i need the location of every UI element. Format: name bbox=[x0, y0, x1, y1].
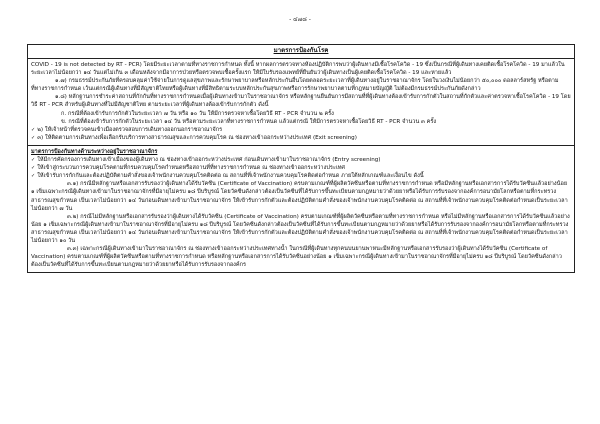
measures-table bbox=[27, 44, 575, 273]
section2-heading: มาตรการป้องกันทางด้านระหว่างอยู่ในราชอาณาจักร bbox=[31, 148, 158, 155]
section2-line-3: ✓ ให้เข้ารับการกักกันและต้องปฏิบัติตามคำสั่งของเจ้าพนักงานควบคุมโรคติดต่อ ณ สถานที่ที่เจ้าพนักงานควบคุมโรคติดต่อกำหนด ภายใต้หลักเกณฑ์และเงื่อนไข ดังนี้ bbox=[31, 172, 571, 180]
section1-subitem-a: ก. กรณีที่ต้องเข้ารับการกักตัวในระยะเวลา ๗ วัน หรือ ๑๐ วัน ให้มีการตรวจหาเชื้อโดยวิธี RT - PCR จำนวน ๒ ครั้ง bbox=[61, 110, 334, 117]
section2-body bbox=[28, 146, 574, 272]
section2-line-2: ✓ ให้เข้าสู่กระบวนการควบคุมโรคตามที่กรมควบคุมโรคกำหนดหรือสถานที่ที่ทางราชการกำหนด ณ ช่องทางเข้าออกระหว่างประเทศ bbox=[31, 164, 571, 172]
section1-subitem-b: ข. กรณีที่ต้องเข้ารับการกักตัวในระยะเวลา ๑๔ วัน หรือตามระยะเวลาที่ทางราชการกำหนด แล้วแต่กรณี ให้มีการตรวจหาเชื้อโดยวิธี RT - PCR จำนวน ๓ ครั้ง bbox=[61, 118, 437, 125]
section1-heading: มาตรการป้องกันโรค bbox=[273, 47, 329, 55]
section2-item-3-3: ๓.๓) เฉพาะกรณีผู้เดินทางเข้ามาในราชอาณาจักร ณ ช่องทางเข้าออกระหว่างประเทศทางน้ำ ในกรณีที่ผู้เดินทางทุกคนบนยานพาหนะมีหลักฐานหรือเอกสารรับรองว่าผู้เดินทางได้รับวัคซีน (Certificate of Vaccination) ครบตามเกณฑ์ที่ผู้ผลิตวัคซีนหรือตามที่ทางราชการกำหนด หรือหลักฐานหรือเอกสารการได้รับวัคซีนอย่างน้อย ๑ เข็มเฉพาะกรณีผู้เดินทางเข้ามาในราชอาณาจักรที่มีอายุไม่ครบ ๑๘ ปีบริบูรณ์ โดยวัคซีนดังกล่าวต้องเป็นวัคซีนที่ได้รับการขึ้นทะเบียนตามกฎหมายว่าด้วยยาหรือได้รับการรับรองจากองค์กร bbox=[31, 246, 562, 269]
section1-item-1-7: ๑.๗) กรมธรรม์ประกันภัยที่ครอบคลุมค่าใช้จ่ายในการดูแลสุขภาพและรักษาพยาบาลหรือหลักประกันอื่นโดยตลอดระยะเวลาที่ผู้เดินทางอยู่ในราชอาณาจักร โดยในวงเงินไม่น้อยกว่า ๕๐,๐๐๐ ดอลลาร์สหรัฐ หรือตามที่ทางราชการกำหนด เว้นแต่กรณีผู้เดินทางที่มีสัญชาติไทยหรือผู้เดินทางที่มีสิทธิตามระบบหลักประกันสุขภาพหรือการรักษาพยาบาลตามที่กฎหมายบัญญัติ ไม่ต้องมีกรมธรรม์ประกันภัยดังกล่าว bbox=[31, 78, 559, 93]
section1-heading-row bbox=[28, 45, 574, 59]
section2-item-3-2: ๓.๒) กรณีไม่มีหลักฐานหรือเอกสารรับรองว่าผู้เดินทางได้รับวัคซีน (Certificate of Vaccination) ครบตามเกณฑ์ที่ผู้ผลิตวัคซีนหรือตามที่ทางราชการกำหนด หรือไม่มีหลักฐานหรือเอกสารการได้รับวัคซีนแล้วอย่างน้อย ๑ เข็มเฉพาะกรณีผู้เดินทางเข้ามาในราชอาณาจักรที่มีอายุไม่ครบ ๑๘ ปีบริบูรณ์ โดยวัคซีนดังกล่าวต้องเป็นวัคซีนที่ได้รับการขึ้นทะเบียนตามกฎหมายว่าด้วยยาหรือได้รับการรับรองจากองค์การอนามัยโลกหรือตามที่กระทรวงสาธารณสุขกำหนด เป็นเวลาไม่น้อยกว่า ๑๔ วันก่อนเดินทางเข้ามาในราชอาณาจักร ให้เข้ารับการกักตัวและต้องปฏิบัติตามคำสั่งของเจ้าพนักงานควบคุมโรคติดต่อ ณ สถานที่ที่เจ้าพนักงานควบคุมโรคติดต่อกำหนดเป็นระยะเวลาไม่น้อยกว่า ๑๐ วัน bbox=[31, 213, 570, 244]
section1-tail-3: ✓ ๓) ให้ติดตามการเดินทางเพื่อเลือกรับบริการทางสาธารณสุขและการควบคุมโรค ณ ช่องทางเข้าออกระหว่างประเทศ (Exit screening) bbox=[31, 134, 571, 142]
section1-body bbox=[28, 59, 574, 146]
section1-tail-2: ✓ ๒) ให้เจ้าหน้าที่ตรวจคนเข้าเมืองตรวจสอบการเดินทางออกนอกราชอาณาจักร bbox=[31, 126, 571, 134]
section1-item-1-8: ๑.๘) หลักฐานการชำระค่าสถานที่กักกันที่ทางราชการกำหนดเมื่อผู้เดินทางเข้ามาในราชอาณาจักร หรือหลักฐานยืนยันการมีสถานที่ที่ผู้เดินทางต้องเข้ารับการกักตัวในสถานที่กักตัวและค่าตรวจหาเชื้อโรคโควิด - 19 โดยวิธี RT - PCR สำหรับผู้เดินทางที่ไม่มีสัญชาติไทย ตามระยะเวลาที่ผู้เดินทางต้องเข้ารับการกักตัว ดังนี้ bbox=[31, 94, 571, 109]
section2-item-3-1: ๓.๑) กรณีมีหลักฐานหรือเอกสารรับรองว่าผู้เดินทางได้รับวัคซีน (Certificate of Vaccination) ครบตามเกณฑ์ที่ผู้ผลิตวัคซีนหรือตามที่ทางราชการกำหนด หรือมีหลักฐานหรือเอกสารการได้รับวัคซีนแล้วอย่างน้อย ๑ เข็มเฉพาะกรณีผู้เดินทางเข้ามาในราชอาณาจักรที่มีอายุไม่ครบ ๑๘ ปีบริบูรณ์ โดยวัคซีนดังกล่าวต้องเป็นวัคซีนที่ได้รับการขึ้นทะเบียนตามกฎหมายว่าด้วยยาหรือได้รับการรับรองจากองค์การอนามัยโลกหรือตามที่กระทรวงสาธารณสุขกำหนด เป็นเวลาไม่น้อยกว่า ๑๔ วันก่อนเดินทางเข้ามาในราชอาณาจักร ให้เข้ารับการกักตัวและต้องปฏิบัติตามคำสั่งของเจ้าพนักงานควบคุมโรคติดต่อ ณ สถานที่ที่เจ้าพนักงานควบคุมโรคติดต่อกำหนดเป็นระยะเวลาไม่น้อยกว่า ๗ วัน bbox=[31, 181, 568, 212]
section2-line-1: ✓ ให้มีการคัดกรองการเดินทางเข้าเมืองของผู้เดินทาง ณ ช่องทางเข้าออกระหว่างประเทศ ก่อนเดินทางเข้ามาในราชอาณาจักร (Entry screening) bbox=[31, 156, 571, 164]
section1-intro: COVID - 19 is not detected by RT - PCR) โดยมีระยะเวลาตามที่ทางราชการกำหนด ทั้งนี้ หากผลการตรวจทางห้องปฏิบัติการพบว่าผู้เดินทางมีเชื้อโรคโควิด - 19 ซึ่งเป็นกรณีที่ผู้เดินทางเคยติดเชื้อโรคโควิด - 19 มาแล้วในระยะเวลาไม่น้อยกว่า ๑๔ วันแต่ไม่เกิน ๓ เดือนหลังจากมีอาการป่วยหรือตรวจพบเชื้อครั้งแรก ให้มีใบรับรองแพทย์ที่ยืนยันว่าผู้เดินทางเป็นผู้เคยติดเชื้อโรคโควิด - 19 และหายแล้ว bbox=[31, 62, 565, 77]
page-number: - ๔๗๘ - bbox=[289, 16, 311, 23]
